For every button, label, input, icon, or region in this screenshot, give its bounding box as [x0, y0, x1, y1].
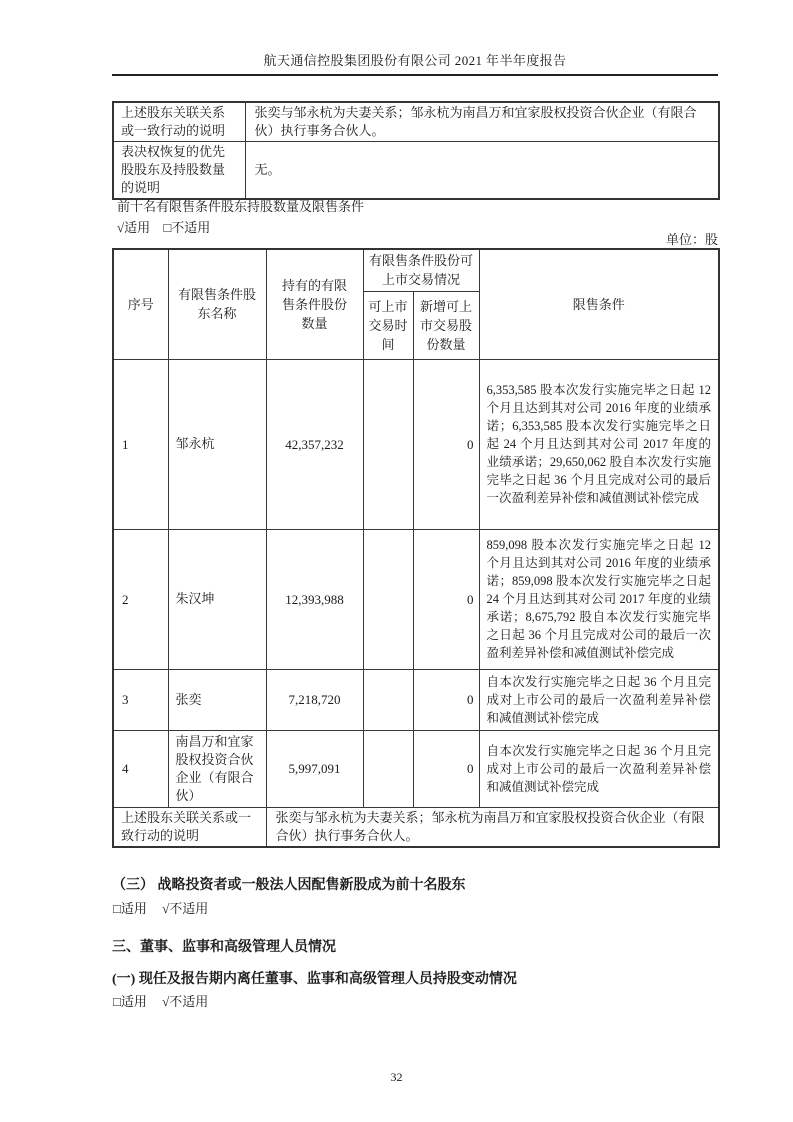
cell-new-tradable: 0: [413, 669, 479, 730]
cell-seq: 3: [113, 669, 168, 730]
changes-applicability-line: [113, 991, 208, 1010]
applicable-unchecked-label: □适用: [113, 994, 147, 1009]
table-row: [113, 142, 719, 200]
cell-conditions: 6,353,585 股本次发行实施完毕之日起 12 个月且达到其对公司 2016 年度的业绩承诺；6,353,585 股本次发行实施完毕之日起 24 个月且达到其对公司 2017 年度的业绩承诺；29,650,062 股自本次发行实施完毕之日起 36 个月且完成对公司的最后一次盈利差异补偿和减值测试补偿完成: [479, 359, 719, 529]
not-applicable-checked-label: √不适用: [162, 901, 209, 916]
not-applicable-unchecked-label: □不适用: [163, 220, 211, 235]
cell-conditions: 自本次发行实施完毕之日起 36 个月且完成对上市公司的最后一次盈利差异补偿和减值测试补偿完成: [479, 730, 719, 807]
strategic-applicability-line: [113, 898, 208, 917]
cell-shares: 12,393,988: [266, 529, 363, 669]
footer-label: 上述股东关联关系或一致行动的说明: [113, 807, 266, 847]
preferred-row-value: 无。: [245, 142, 719, 200]
col-header-trade-time: 可上市交易时间: [363, 291, 413, 359]
shareholder-relation-table: [112, 101, 720, 200]
relation-row-value: 张奕与邹永杭为夫妻关系；邹永杭为南昌万和宜家股权投资合伙企业（有限合伙）执行事务合伙人。: [245, 102, 719, 142]
table-footer-row: [113, 807, 719, 847]
col-header-shares: 持有的有限售条件股份数量: [266, 249, 363, 359]
unit-label: 单位：股: [665, 232, 718, 247]
cell-trade-time: [363, 730, 413, 807]
cell-trade-time: [363, 529, 413, 669]
col-header-trade-new: 新增可上市交易股份数量: [413, 291, 479, 359]
heading-strategic-investors: （三） 战略投资者或一般法人因配售新股成为前十名股东: [112, 878, 466, 893]
heading-shareholding-changes: (一) 现任及报告期内离任董事、监事和高级管理人员持股变动情况: [112, 972, 517, 987]
cell-shares: 5,997,091: [266, 730, 363, 807]
page-header-title: 航天通信控股集团股份有限公司 2021 年半年度报告: [112, 50, 718, 76]
cell-trade-time: [363, 669, 413, 730]
applicable-checked-label: √适用: [117, 220, 151, 235]
col-header-conditions: 限售条件: [479, 249, 719, 359]
footer-value: 张奕与邹永杭为夫妻关系；邹永杭为南昌万和宜家股权投资合伙企业（有限合伙）执行事务合伙人。: [266, 807, 719, 847]
restricted-section-title: 前十名有限售条件股东持股数量及限售条件: [117, 199, 365, 214]
table-row: [113, 730, 719, 807]
page-number: 32: [390, 1070, 403, 1084]
preferred-row-label: 表决权恢复的优先股股东及持股数量的说明: [113, 142, 245, 200]
cell-holder: 邹永杭: [168, 359, 266, 529]
cell-holder: 朱汉坤: [168, 529, 266, 669]
relation-row-label: 上述股东关联关系或一致行动的说明: [113, 102, 245, 142]
cell-holder: 南昌万和宜家股权投资合伙企业（有限合伙）: [168, 730, 266, 807]
col-header-trade-group: 有限售条件股份可上市交易情况: [363, 249, 479, 291]
not-applicable-checked-label: √不适用: [162, 994, 209, 1009]
heading-directors-supervisors: 三、董事、监事和高级管理人员情况: [112, 940, 336, 955]
cell-shares: 42,357,232: [266, 359, 363, 529]
cell-seq: 2: [113, 529, 168, 669]
table-row: [113, 669, 719, 730]
cell-trade-time: [363, 359, 413, 529]
cell-shares: 7,218,720: [266, 669, 363, 730]
restricted-shares-table: [112, 248, 720, 848]
cell-conditions: 自本次发行实施完毕之日起 36 个月且完成对上市公司的最后一次盈利差异补偿和减值测试补偿完成: [479, 669, 719, 730]
col-header-holder: 有限售条件股东名称: [168, 249, 266, 359]
cell-new-tradable: 0: [413, 730, 479, 807]
cell-new-tradable: 0: [413, 359, 479, 529]
table-row: [113, 359, 719, 529]
table-row: [113, 102, 719, 142]
table-row: [113, 529, 719, 669]
cell-conditions: 859,098 股本次发行实施完毕之日起 12 个月且达到其对公司 2016 年度的业绩承诺；859,098 股本次发行实施完毕之日起 24 个月且达到其对公司 2017 年度的业绩承诺；8,675,792 股自本次发行实施完毕之日起 36 个月且完成对公司的最后一次盈利差异补偿和减值测试补偿完成: [479, 529, 719, 669]
cell-seq: 1: [113, 359, 168, 529]
applicable-unchecked-label: □适用: [113, 901, 147, 916]
cell-new-tradable: 0: [413, 529, 479, 669]
cell-seq: 4: [113, 730, 168, 807]
table-header-row: [113, 249, 719, 291]
cell-holder: 张奕: [168, 669, 266, 730]
col-header-seq: 序号: [113, 249, 168, 359]
